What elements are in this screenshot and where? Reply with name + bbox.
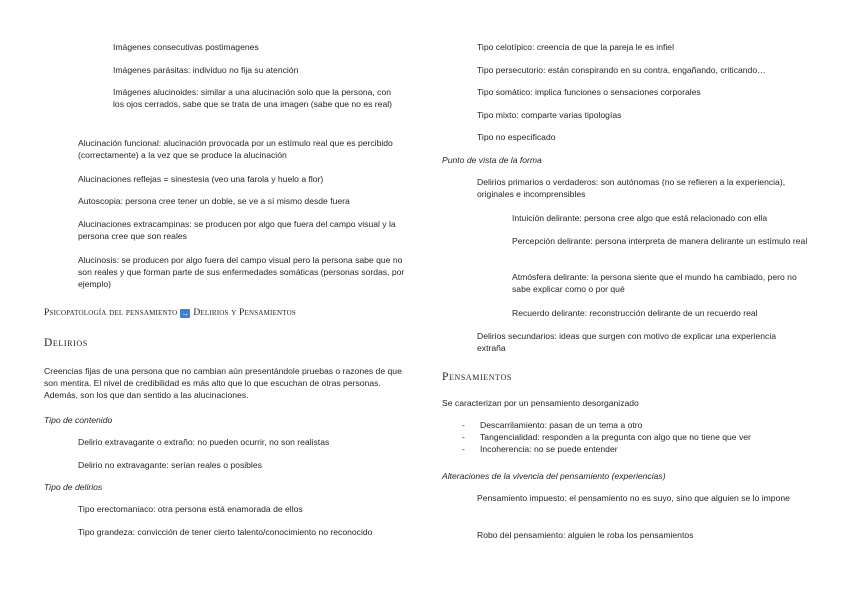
- bullet-dash: -: [462, 431, 465, 442]
- item-atmosfera-delirante: Atmósfera delirante: la persona siente que el mundo ha cambiado, pero no sabe explicar como o por qué: [512, 272, 797, 294]
- item-tipo-mixto: Tipo mixto: comparte varias tipologías: [477, 110, 622, 120]
- item-percepcion-delirante: Percepción delirante: persona interpreta de manera delirante un estímulo real: [512, 236, 808, 246]
- list-item-text: Tangencialidad: responden a la pregunta con algo que no tiene que ver: [480, 431, 751, 442]
- tipo-delirios-label: Tipo de delirios: [44, 482, 103, 492]
- item-intuicion-delirante: Intuición delirante: persona cree algo que está relacionado con ella: [512, 213, 768, 223]
- item-pensamiento-impuesto: Pensamiento impuesto: el pensamiento no es suyo, sino que alguien se lo impone: [477, 493, 790, 503]
- item-tipo-grandeza: Tipo grandeza: convicción de tener cierto talento/conocimiento no reconocido: [78, 527, 373, 537]
- item-autoscopia: Autoscopia: persona cree tener un doble, se ve a sí mismo desde fuera: [78, 196, 350, 206]
- tipo-contenido-label: Tipo de contenido: [44, 415, 113, 425]
- item-tipo-celotipico: Tipo celotípico: creencia de que la pareja le es infiel: [477, 42, 674, 52]
- item-delirio-extravagante: Delirio extravagante o extraño: no pueden ocurrir, no son realistas: [78, 437, 330, 447]
- alteraciones-label: Alteraciones de la vivencia del pensamiento (experiencias): [442, 471, 666, 481]
- section-header-left: Psicopatología del pensamiento: [44, 308, 178, 318]
- item-alucinaciones-reflejas: Alucinaciones reflejas = sinestesia (veo una farola y huelo a flor): [78, 174, 324, 184]
- item-alucinaciones-extracampinas: Alucinaciones extracampinas: se producen por algo que fuera del campo visual y la persona cree que son reales: [78, 219, 396, 241]
- punto-vista-label: Punto de vista de la forma: [442, 155, 542, 165]
- list-item: [462, 432, 842, 444]
- item-tipo-no-especificado: Tipo no especificado: [477, 132, 556, 142]
- pensamientos-heading: Pensamientos: [442, 371, 512, 383]
- item-tipo-somatico: Tipo somático: implica funciones o sensaciones corporales: [477, 87, 701, 97]
- item-delirios-secundarios: Delirios secundarios: ideas que surgen con motivo de explicar una experiencia extraña: [477, 331, 777, 353]
- item-imagenes-parasitas: Imágenes parásitas: individuo no fija su atención: [113, 65, 299, 75]
- bullet-dash: -: [462, 420, 465, 430]
- right-column: [424, 0, 848, 599]
- list-item: [462, 420, 842, 432]
- pensamientos-intro: Se caracterizan por un pensamiento desorganizado: [442, 398, 639, 408]
- item-robo-pensamiento: Robo del pensamiento: alguien le roba los pensamientos: [477, 530, 694, 540]
- item-recuerdo-delirante: Recuerdo delirante: reconstrucción delirante de un recuerdo real: [512, 308, 758, 318]
- list-item: [462, 444, 842, 456]
- list-item-text: Incoherencia: no se puede entender: [480, 443, 618, 454]
- list-item-text: Descarrilamiento: pasan de un tema a otro: [480, 420, 643, 430]
- delirios-intro: Creencias fijas de una persona que no cambian aún presentándole pruebas o razones de que son mentira. El nivel de credibilidad es más alto que lo que escuchan de otras personas. Además, son los que dan sentido a las alucinaciones.: [44, 366, 402, 400]
- item-tipo-persecutorio: Tipo persecutorio: están conspirando en su contra, engañando, criticando…: [477, 65, 766, 75]
- item-delirio-no-extravagante: Delirio no extravagante: serían reales o posibles: [78, 460, 262, 470]
- section-header-right: Delirios y Pensamientos: [193, 308, 297, 318]
- item-imagenes-consecutivas: Imágenes consecutivas postimagenes: [113, 42, 259, 52]
- bullet-dash: -: [462, 443, 465, 454]
- item-alucinosis: Alucinosis: se producen por algo fuera del campo visual pero la persona sabe que no son reales y que forman parte de sus enfermedades somáticas (personas sordas, por ejemplo): [78, 255, 405, 289]
- item-tipo-erectomaniaco: Tipo erectomaniaco: otra persona está enamorada de ellos: [78, 504, 303, 514]
- pensamientos-list: [462, 420, 842, 456]
- item-delirios-primarios: Delirios primarios o verdaderos: son autónomas (no se refieren a la experiencia), originales e incomprensibles: [477, 177, 786, 199]
- delirios-heading: Delirios: [44, 337, 88, 349]
- arrow-right-icon: →: [181, 309, 190, 318]
- item-imagenes-alucinoides: Imágenes alucinoides: similar a una alucinación solo que la persona, con los ojos cerrados, sabe que se trata de una imagen (sabe que no es real): [113, 87, 392, 109]
- item-alucinacion-funcional: Alucinación funcional: alucinación provocada por un estímulo real que es percibido (correctamente) a la vez que se produce la alucinación: [78, 138, 393, 160]
- section-header: [44, 307, 414, 320]
